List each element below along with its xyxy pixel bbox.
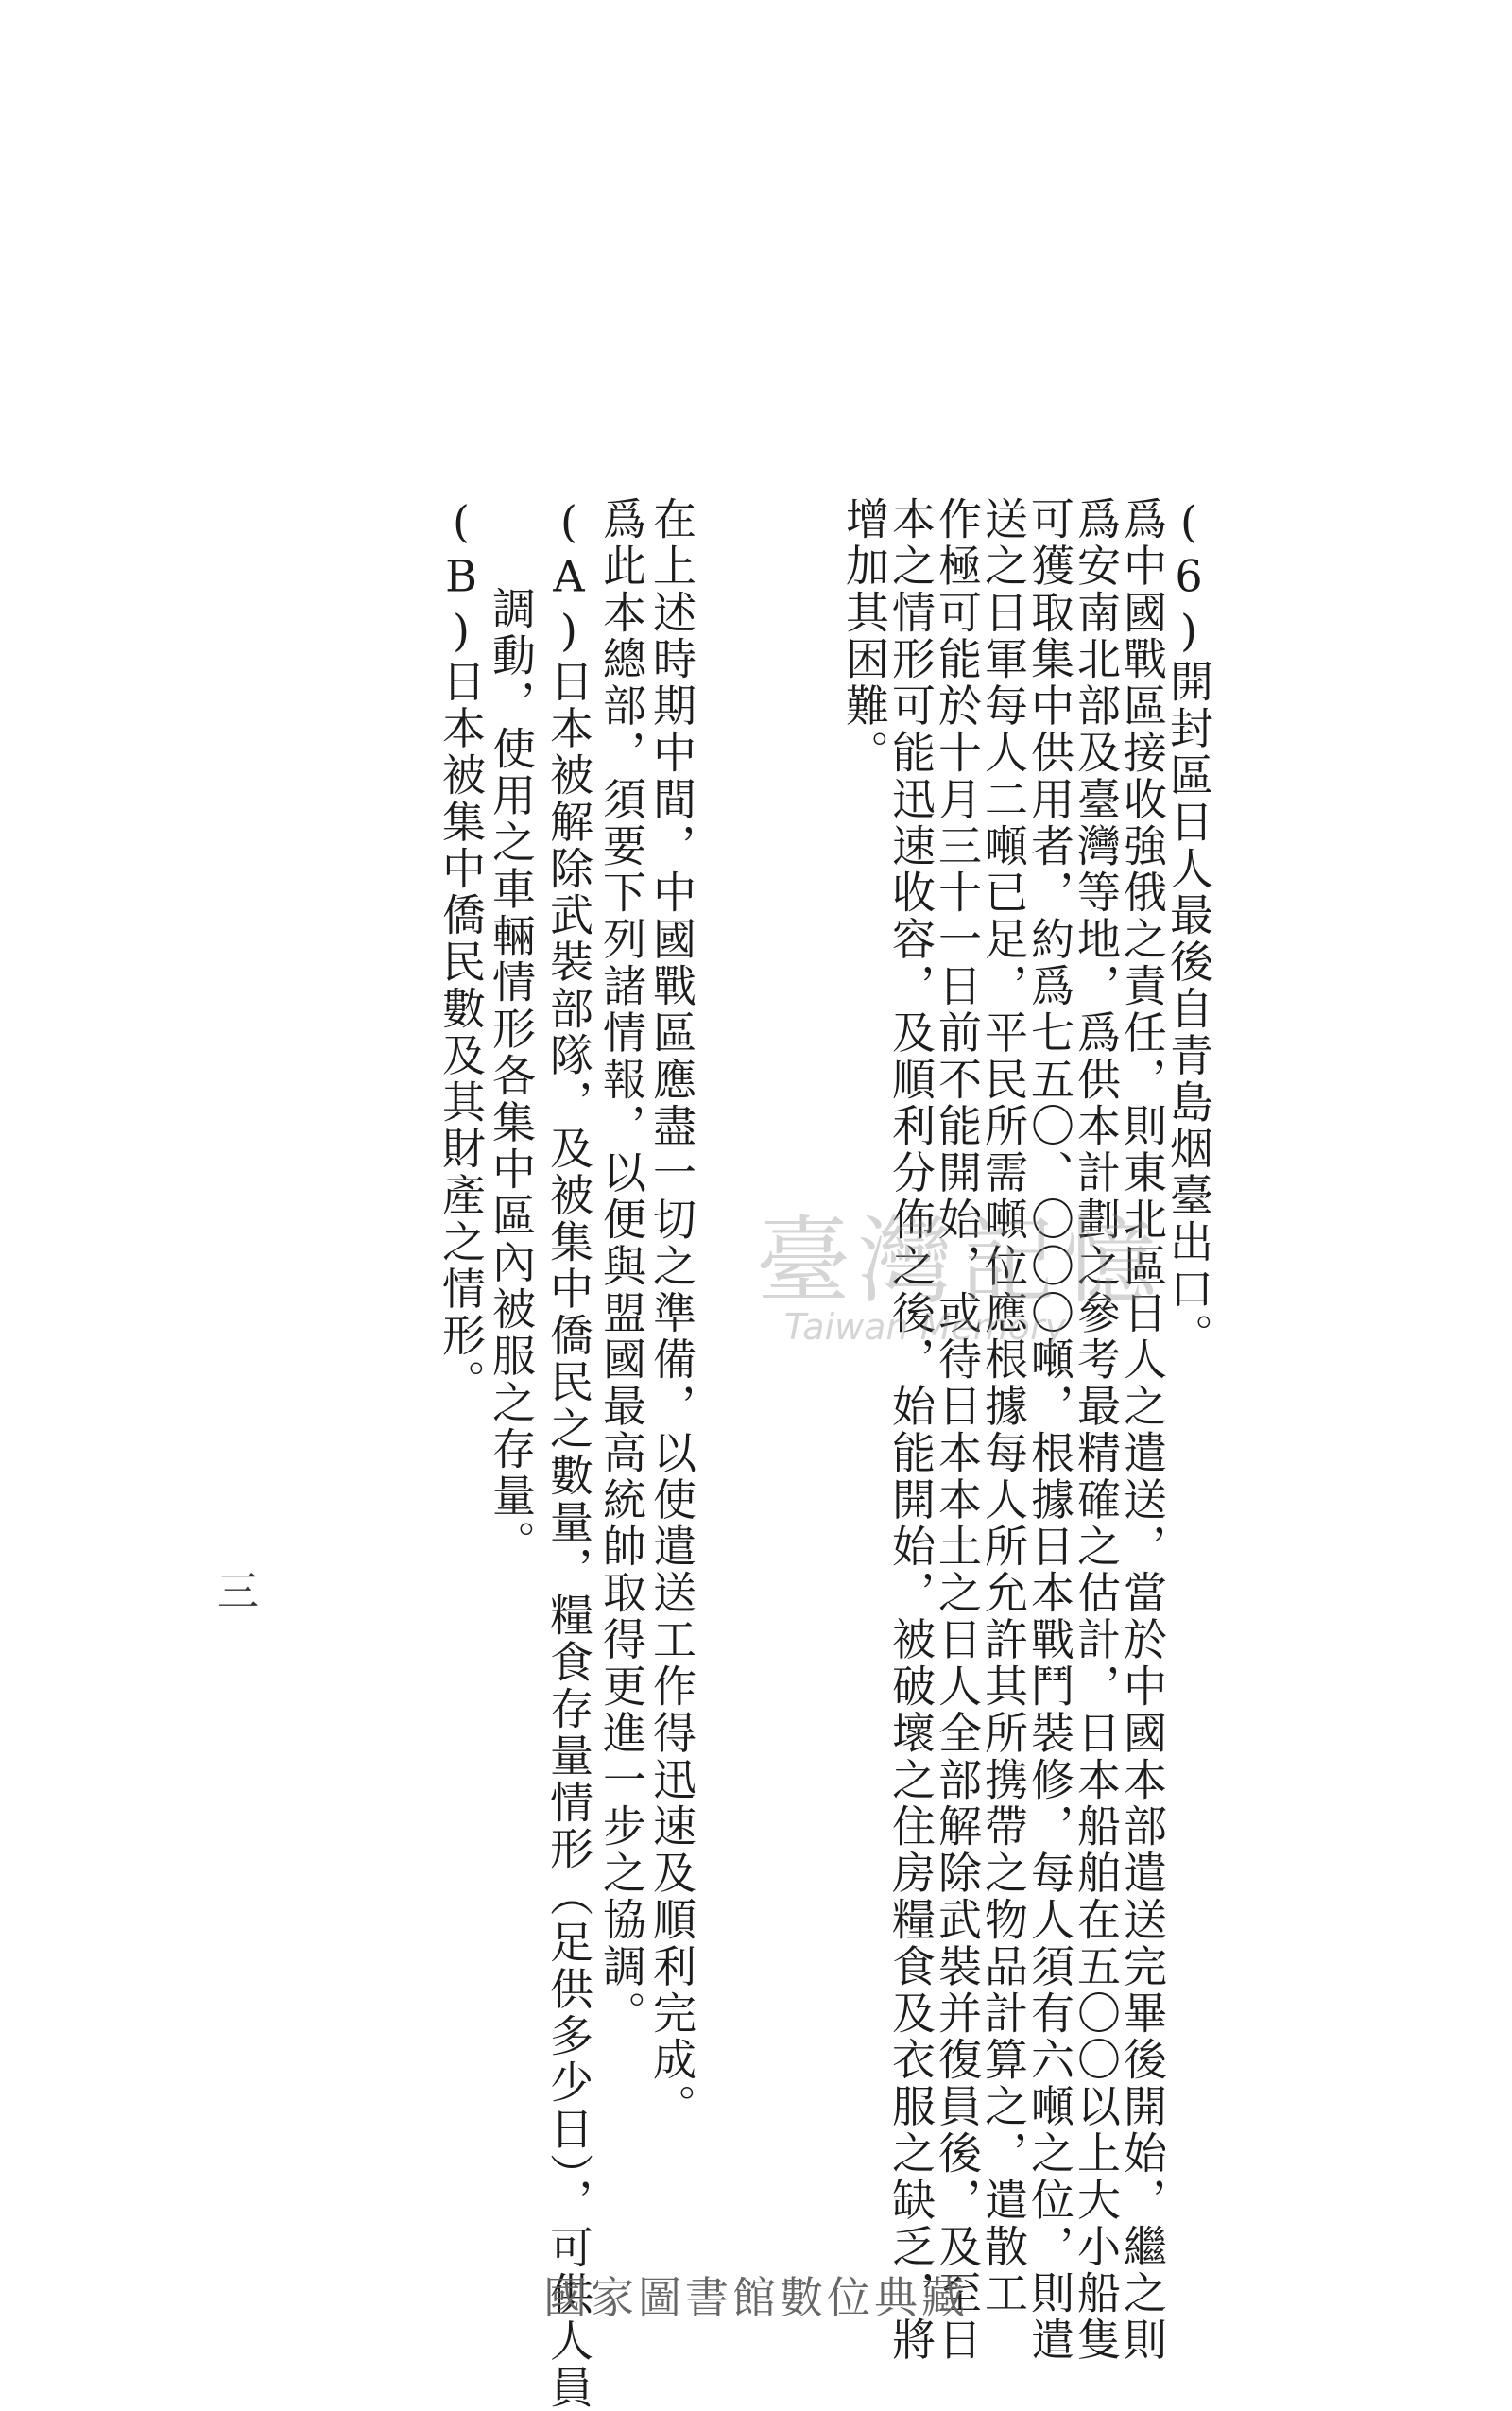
text-column-13: (B)日本被集中僑民數及其財產之情形。 (436, 496, 487, 1406)
text-column-9: 在上述時期中間，中國戰區應盡一切之準備，以使遣送工作得迅速及順利完成。 (646, 496, 697, 2130)
text-column-3: 爲安南北部及臺灣等地，爲供本計劃之參考最精確之估計，日本船舶在五〇〇以上大小船隻 (1071, 496, 1122, 2364)
text-column-11: (A)日本被解除武裝部隊，及被集中僑民之數量，糧食存量情形（足供多少日），可供人員 (543, 496, 594, 2411)
text-column-7: 本之情形可能迅速收容，及順利分佈之後，始能開始，被破壞之住房糧食及衣服之缺乏，將 (885, 496, 936, 2364)
page-number: 三 (210, 1569, 258, 1610)
text-column-5: 送之日軍每人二噸已足，平民所需噸位應根據每人所允許其所携帶之物品計算之，遣散工 (978, 496, 1029, 2317)
text-column-2: 爲中國戰區接收強俄之責任，則東北區日人之遣送，當於中國本部遣送完畢後開始，繼之則 (1117, 496, 1168, 2364)
text-column-12: 調動，使用之車輛情形各集中區內被服之存量。 (486, 586, 537, 1567)
watermark-chinese: 臺灣記憶 (756, 1206, 1164, 1317)
text-column-10: 爲此本總部，須要下列諸情報，以便與盟國最高統帥取得更進一步之協調。 (596, 496, 647, 2038)
text-column-6: 作極可能於十月三十一日前不能開始，或待日本本土之日人全部解除武裝并復員後，及至日 (932, 496, 983, 2364)
text-column-1: (6)開封區日人最後自青島烟臺出口。 (1163, 496, 1214, 1360)
text-column-8: 增加其困難。 (839, 496, 890, 777)
footer-library-name: 國家圖書館數位典藏 (543, 2272, 969, 2323)
watermark-english: Taiwan Memory (784, 1306, 1067, 1348)
text-column-4: 可獲取集中供用者，約爲七五〇、〇〇〇噸，根據日本戰鬥裝修，每人須有六噸之位，則遣 (1024, 496, 1075, 2364)
